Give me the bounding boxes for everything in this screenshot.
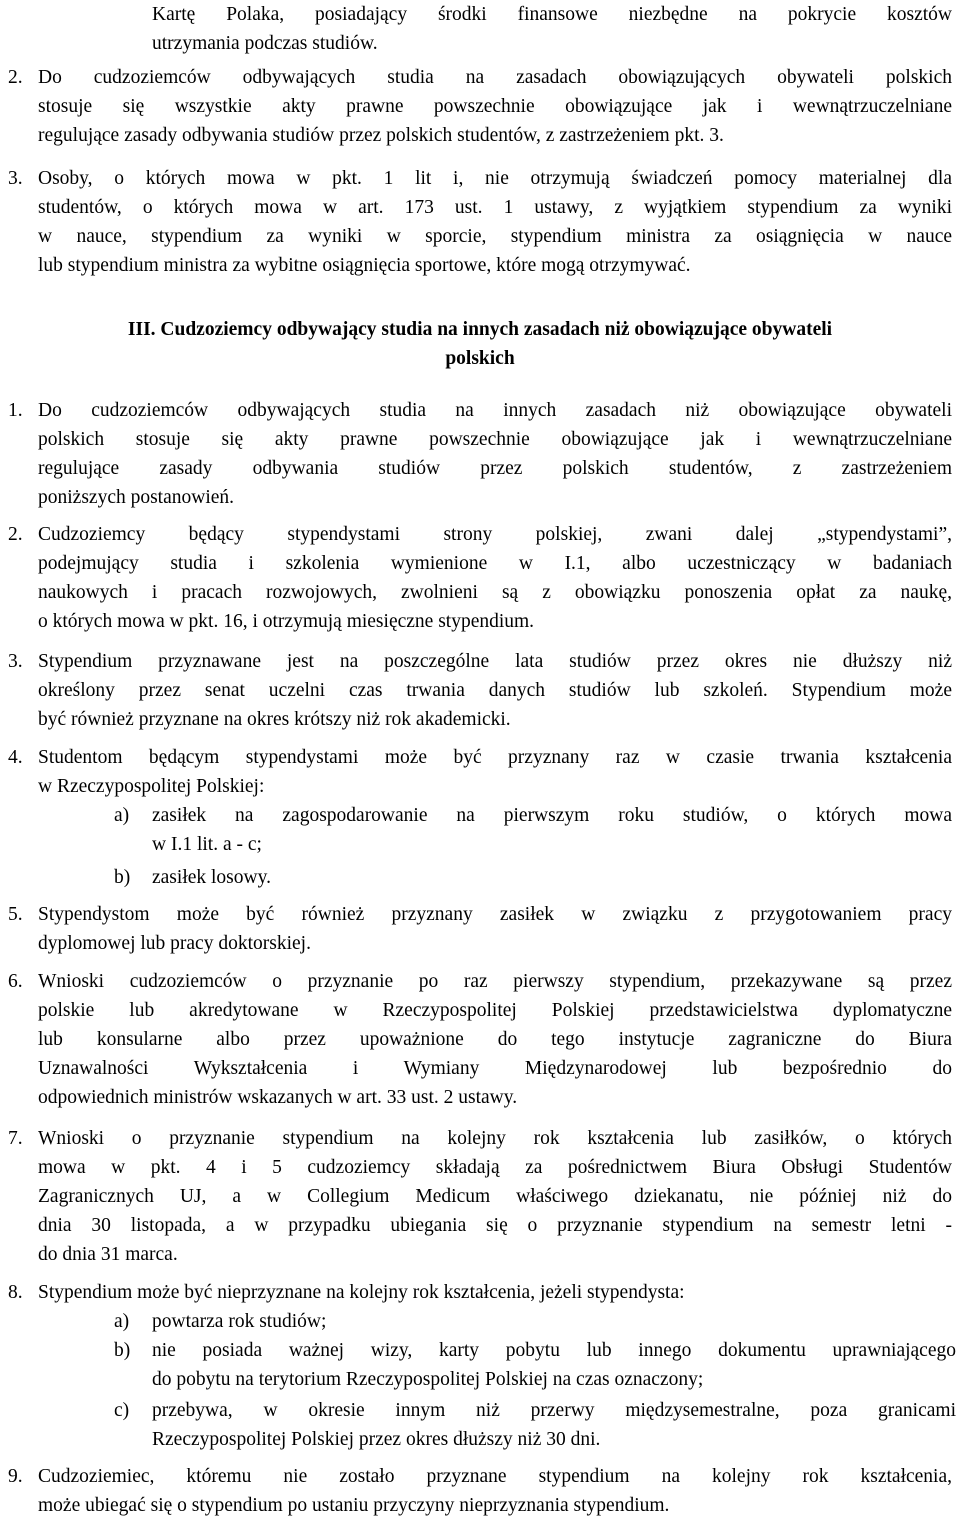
item-number: 9. (8, 1466, 23, 1487)
text-line: regulujące zasady odbywania studiów przez polskich studentów, z zastrzeżeniem pkt. 3. (38, 125, 724, 146)
text-line: naukowych i pracach rozwojowych, zwolnieni są z obowiązku ponoszenia opłat za naukę, (38, 582, 952, 603)
text-line: nie posiada ważnej wizy, karty pobytu lub innego dokumentu uprawniającego (152, 1340, 956, 1361)
text-line: dyplomowej lub pracy doktorskiej. (38, 933, 311, 954)
text-line: Stypendium przyznawane jest na poszczególne lata studiów przez okres nie dłuższy niż (38, 651, 952, 672)
text-line: w I.1 lit. a - c; (152, 834, 262, 855)
text-line: stosuje się wszystkie akty prawne powszechnie obowiązujące jak i wewnątrzuczelniane (38, 96, 952, 117)
text-line: Cudzoziemiec, któremu nie zostało przyznane stypendium na kolejny rok kształcenia, (38, 1466, 952, 1487)
sub-item-label: a) (114, 1311, 130, 1332)
text-line: do dnia 31 marca. (38, 1244, 178, 1265)
text-line: zasiłek na zagospodarowanie na pierwszym roku studiów, o których mowa (152, 805, 952, 826)
text-line: w nauce, stypendium za wyniki w sporcie, stypendium ministra za osiągnięcia w nauce (38, 226, 952, 247)
text-line: odpowiednich ministrów wskazanych w art. 33 ust. 2 ustawy. (38, 1087, 518, 1108)
text-line: Cudzoziemcy będący stypendystami strony polskiej, zwani dalej „stypendystami”, (38, 524, 952, 545)
text-line: poniższych postanowień. (38, 487, 235, 508)
text-line: lub stypendium ministra za wybitne osiągnięcia sportowe, które mogą otrzymywać. (38, 255, 691, 276)
text-line: do pobytu na terytorium Rzeczypospolitej Polskiej na czas oznaczony; (152, 1369, 704, 1390)
text-line: podejmujący studia i szkolenia wymienione w I.1, albo uczestniczący w badaniach (38, 553, 952, 574)
item-number: 3. (8, 168, 23, 189)
item-number: 2. (8, 67, 23, 88)
heading-line: III. Cudzoziemcy odbywający studia na innych zasadach niż obowiązujące obywateli (127, 319, 833, 340)
text-line: Wnioski cudzoziemców o przyznanie po raz pierwszy stypendium, przekazywane są przez (38, 971, 952, 992)
text-line: Studentom będącym stypendystami może być przyznany raz w czasie trwania kształcenia (38, 747, 952, 768)
item-number: 6. (8, 971, 23, 992)
text-line: mowa w pkt. 4 i 5 cudzoziemcy składają za pośrednictwem Biura Obsługi Studentów (38, 1157, 952, 1178)
text-line: może ubiegać się o stypendium po ustaniu przyczyny nieprzyznania stypendium. (38, 1495, 670, 1516)
text-line: Zagranicznych UJ, a w Collegium Medicum właściwego dziekanatu, nie później niż do (38, 1186, 952, 1207)
text-line: Kartę Polaka, posiadający środki finansowe niezbędne na pokrycie kosztów (152, 4, 952, 25)
sub-item-label: b) (114, 867, 131, 888)
text-line: o których mowa w pkt. 16, i otrzymują miesięczne stypendium. (38, 611, 535, 632)
text-line: polskie lub akredytowane w Rzeczypospolitej Polskiej przedstawicielstwa dyplomatyczne (38, 1000, 952, 1021)
text-line: zasiłek losowy. (152, 867, 271, 888)
heading-line: polskich (445, 348, 515, 369)
section-heading (0, 315, 960, 373)
text-line: regulujące zasady odbywania studiów przez polskich studentów, z zastrzeżeniem (38, 458, 952, 479)
item-number: 2. (8, 524, 23, 545)
text-line: Stypendystom może być również przyznany zasiłek w związku z przygotowaniem pracy (38, 904, 952, 925)
text-line: przebywa, w okresie innym niż przerwy międzysemestralne, poza granicami (152, 1400, 956, 1421)
item-number: 8. (8, 1282, 23, 1303)
text-line: Do cudzoziemców odbywających studia na zasadach obowiązujących obywateli polskich (38, 67, 952, 88)
text-line: utrzymania podczas studiów. (152, 33, 378, 54)
text-line: Uznawalności Wykształcenia i Wymiany Międzynarodowej lub bezpośrednio do (38, 1058, 952, 1079)
text-line: lub konsularne albo przez upoważnione do tego instytucje zagraniczne do Biura (38, 1029, 952, 1050)
item-number: 1. (8, 400, 23, 421)
text-line: Wnioski o przyznanie stypendium na kolejny rok kształcenia lub zasiłków, o których (38, 1128, 952, 1149)
item-number: 3. (8, 651, 23, 672)
text-line: być również przyznane na okres krótszy niż rok akademicki. (38, 709, 511, 730)
sub-item-label: b) (114, 1340, 131, 1361)
text-line: w Rzeczypospolitej Polskiej: (38, 776, 265, 797)
text-line: Do cudzoziemców odbywających studia na innych zasadach niż obowiązujące obywateli (38, 400, 952, 421)
sub-item-label: a) (114, 805, 130, 826)
sub-item-label: c) (114, 1400, 130, 1421)
text-line: polskich stosuje się akty prawne powszechnie obowiązujące jak i wewnątrzuczelniane (38, 429, 952, 450)
item-number: 5. (8, 904, 23, 925)
item-number: 4. (8, 747, 23, 768)
text-line: Rzeczypospolitej Polskiej przez okres dłuższy niż 30 dni. (152, 1429, 601, 1450)
text-line: określony przez senat uczelni czas trwania danych studiów lub szkoleń. Stypendium może (38, 680, 952, 701)
text-line: studentów, o których mowa w art. 173 ust. 1 ustawy, z wyjątkiem stypendium za wyniki (38, 197, 952, 218)
text-line: Stypendium może być nieprzyznane na kolejny rok kształcenia, jeżeli stypendysta: (38, 1282, 685, 1303)
text-line: Osoby, o których mowa w pkt. 1 lit i, nie otrzymują świadczeń pomocy materialnej dla (38, 168, 952, 189)
text-line: dnia 30 listopada, a w przypadku ubiegania się o przyznanie stypendium na semestr letni - (38, 1215, 952, 1236)
item-number: 7. (8, 1128, 23, 1149)
text-line: powtarza rok studiów; (152, 1311, 327, 1332)
